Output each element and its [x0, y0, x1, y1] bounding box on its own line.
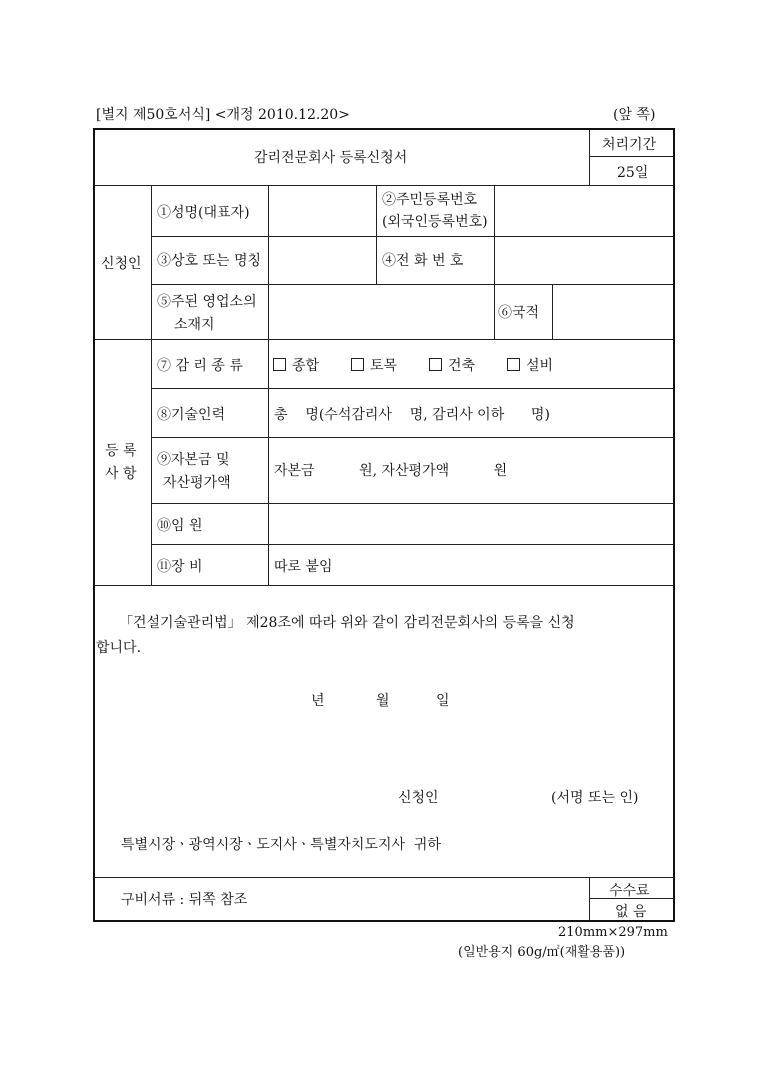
paper-type-note: (일반용지 60g/㎡(재활용품))	[458, 945, 626, 960]
foreigner-number-label: (외국인등록번호)	[382, 214, 488, 230]
frame-right	[673, 128, 675, 922]
required-documents: 구비서류 : 뒤쪽 참조	[121, 892, 248, 908]
page-side-label: (앞 쪽)	[613, 107, 656, 123]
recipient: 특별시장ㆍ광역시장ㆍ도지사ㆍ특별자치도지사 귀하	[121, 837, 441, 853]
frame-top	[93, 128, 675, 130]
nationality-field[interactable]	[553, 285, 673, 339]
name-label: ①성명(대표자)	[157, 205, 250, 221]
processing-period-value: 25일	[617, 165, 649, 181]
date-year: 년	[311, 693, 325, 709]
capital-label-2: 자산평가액	[163, 475, 231, 491]
technical-staff-label: ⑧기술인력	[157, 407, 226, 423]
checkbox-icon	[429, 358, 442, 371]
nationality-label: ⑥국적	[498, 305, 540, 321]
registration-section-label-2: 사 항	[105, 466, 137, 482]
type-option-civil[interactable]: 토목	[351, 355, 397, 375]
fee-value: 없 음	[615, 904, 647, 920]
registration-section-label-1: 등 록	[105, 443, 137, 459]
checkbox-icon	[273, 358, 286, 371]
capital-label-1: ⑨자본금 및	[157, 452, 230, 468]
type-option-comprehensive[interactable]: 종합	[273, 355, 319, 375]
type-option-architecture[interactable]: 건축	[429, 355, 475, 375]
frame-bottom	[93, 920, 675, 922]
checkbox-icon	[351, 358, 364, 371]
office-location-label-2: 소재지	[174, 317, 215, 333]
paper-size-note: 210mm×297mm	[558, 925, 668, 940]
form-reference: [별지 제50호서식] <개정 2010.12.20>	[96, 107, 350, 123]
office-location-field[interactable]	[269, 285, 494, 339]
officers-field[interactable]	[269, 504, 673, 544]
frame-left	[93, 128, 95, 922]
phone-field[interactable]	[495, 237, 673, 284]
processing-period-label: 처리기간	[602, 137, 657, 153]
declaration-line-1: 「건설기술관리법」 제28조에 따라 위와 같이 감리전문회사의 등록을 신청	[119, 615, 575, 631]
trade-name-field[interactable]	[269, 237, 376, 284]
trade-name-label: ③상호 또는 명칭	[157, 253, 262, 269]
declaration-line-2: 합니다.	[96, 640, 142, 656]
applicant-section-label: 신청인	[101, 256, 142, 272]
technical-staff-value[interactable]: 총 명(수석감리사 명, 감리사 이하 명)	[274, 407, 550, 423]
date-month: 월	[376, 693, 390, 709]
checkbox-icon	[507, 358, 520, 371]
supervision-type-label: ⑦ 감 리 종 류	[157, 358, 243, 374]
name-field[interactable]	[269, 186, 376, 236]
resident-number-label: ②주민등록번호	[382, 192, 478, 208]
form-title: 감리전문회사 등록신청서	[254, 150, 408, 166]
signature-note: (서명 또는 인)	[551, 790, 639, 806]
equipment-label: ⑪장 비	[157, 559, 203, 575]
date-day: 일	[436, 693, 450, 709]
equipment-value[interactable]: 따로 붙임	[274, 559, 333, 575]
resident-number-field[interactable]	[495, 186, 673, 236]
officers-label: ⑩임 원	[157, 518, 203, 534]
signer-label: 신청인	[398, 790, 439, 806]
fee-label: 수수료	[609, 883, 650, 899]
phone-label: ④전 화 번 호	[382, 253, 464, 269]
office-location-label-1: ⑤주된 영업소의	[157, 294, 257, 310]
type-option-facilities[interactable]: 설비	[507, 355, 553, 375]
capital-value[interactable]: 자본금 원, 자산평가액 원	[274, 463, 508, 479]
